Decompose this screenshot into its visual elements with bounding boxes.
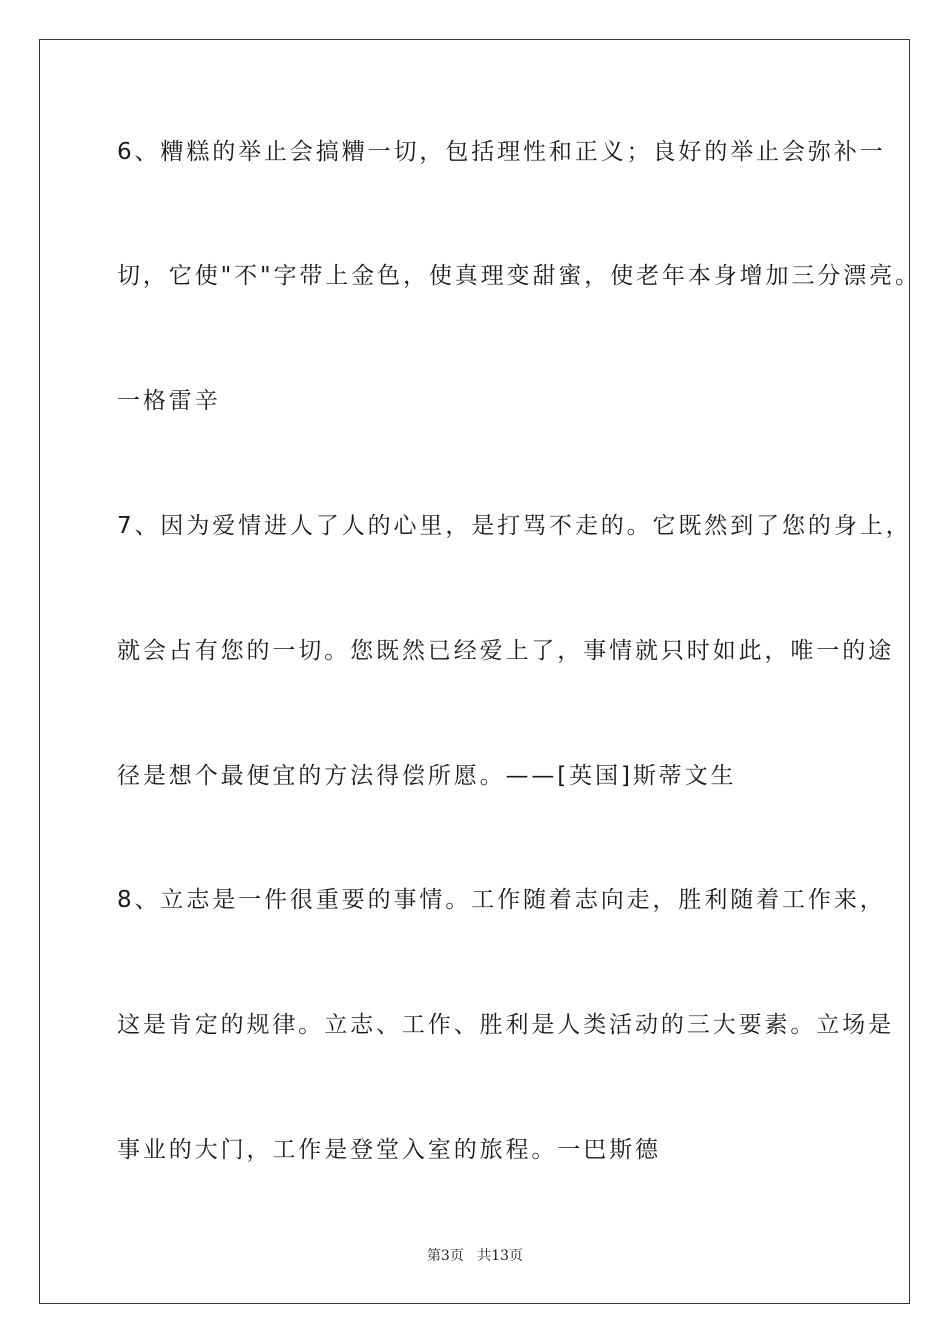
page-footer [0,1246,950,1266]
text-line: 就会占有您的一切。您既然已经爱上了，事情就只时如此，唯一的途 [117,638,894,664]
text-line: 6、糟糕的举止会搞糟一切，包括理性和正义；良好的举止会弥补一 [117,139,886,165]
current-page-number: 第3页 [426,1248,464,1264]
text-line: 8、立志是一件很重要的事情。工作随着志向走，胜利随着工作来， [117,887,886,913]
text-line: 7、因为爱情进人了人的心里，是打骂不走的。它既然到了您的身上， [117,513,912,539]
text-line: 一格雷辛 [117,388,221,414]
text-line: 事业的大门，工作是登堂入室的旅程。一巴斯德 [117,1137,661,1163]
text-line: 径是想个最便宜的方法得偿所愿。——[英国]斯蒂文生 [117,763,737,789]
page-border [39,39,910,1304]
text-line: 切，它使"不"字带上金色，使真理变甜蜜，使老年本身增加三分漂亮。 [117,263,921,289]
text-line: 这是肯定的规律。立志、工作、胜利是人类活动的三大要素。立场是 [117,1012,894,1038]
total-page-count: 共13页 [477,1248,524,1264]
